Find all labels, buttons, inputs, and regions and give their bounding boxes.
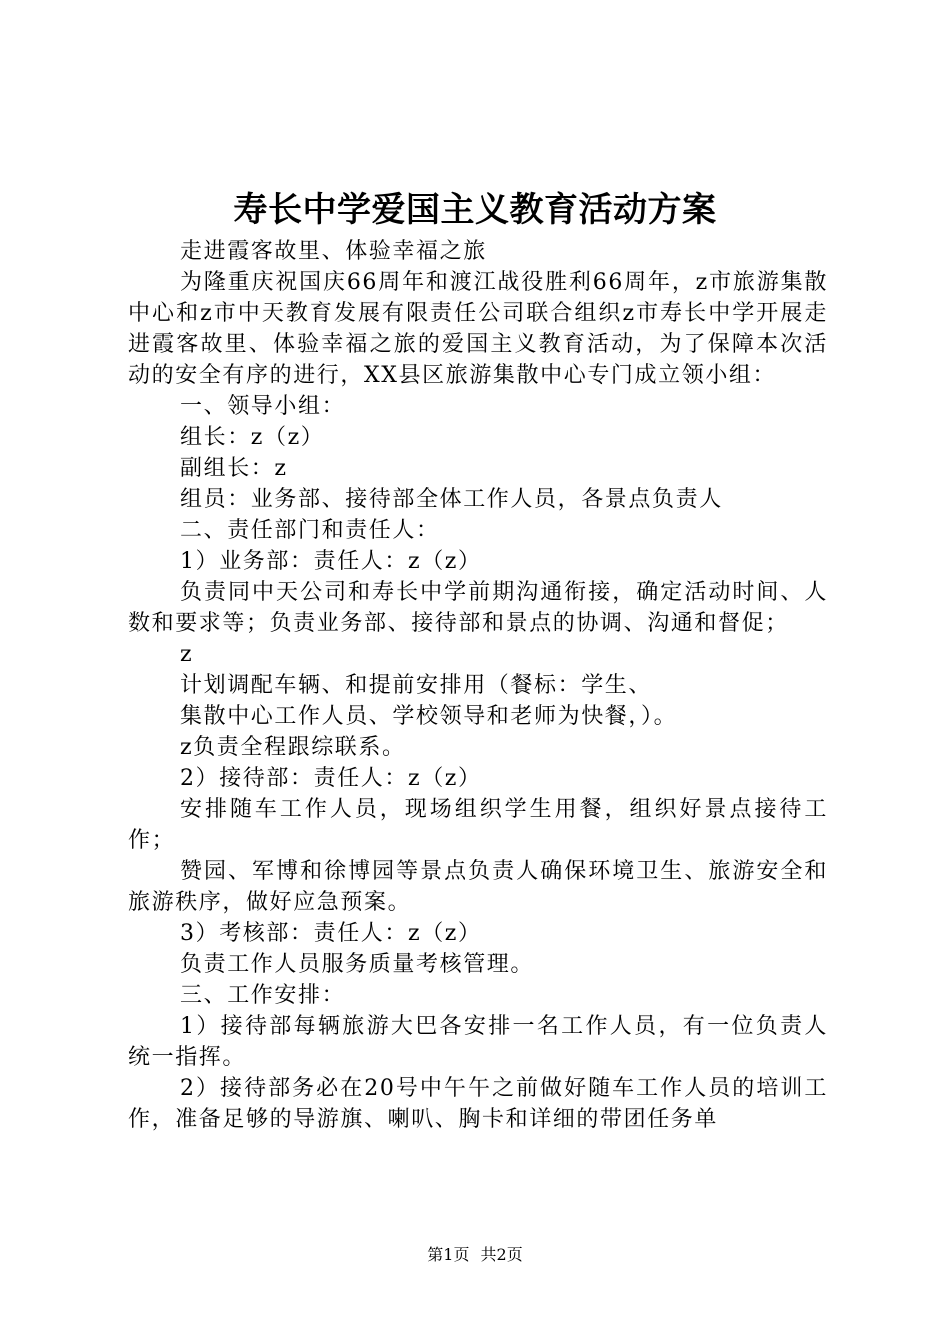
document-title: 寿长中学爱国主义教育活动方案 (233, 190, 717, 230)
section-heading: 三、工作安排： (180, 983, 346, 1008)
paragraph: z (180, 642, 194, 667)
section-heading: 二、责任部门和责任人： (180, 518, 440, 543)
paragraph: 1）接待部每辆旅游大巴各安排一名工作人员，有一位负责人统一指挥。 (128, 1014, 828, 1070)
document-body (128, 236, 828, 1135)
paragraph: 1）业务部：责任人：z（z） (180, 549, 482, 574)
paragraph: 副组长：z (180, 456, 288, 481)
paragraph: 赞园、军博和徐博园等景点负责人确保环境卫生、旅游安全和旅游秩序，做好应急预案。 (128, 859, 828, 915)
paragraph: 2）接待部：责任人：z（z） (180, 766, 482, 791)
paragraph: 2）接待部务必在20号中午午之前做好随车工作人员的培训工作，准备足够的导游旗、喇叭、胸卡和详细的带团任务单 (128, 1076, 828, 1132)
paragraph: 负责工作人员服务质量考核管理。 (180, 952, 535, 977)
page-number: 第1页 (427, 1245, 470, 1264)
paragraph: 负责同中天公司和寿长中学前期沟通衔接，确定活动时间、人数和要求等；负责业务部、接待部和景点的协调、沟通和督促； (128, 580, 828, 636)
section-heading: 一、领导小组： (180, 394, 346, 419)
paragraph: 安排随车工作人员，现场组织学生用餐，组织好景点接待工作； (128, 797, 828, 853)
paragraph: 为隆重庆祝国庆66周年和渡江战役胜利66周年，z市旅游集散中心和z市中天教育发展有限责任公司联合组织z市寿长中学开展走进霞客故里、体验幸福之旅的爱国主义教育活动，为了保障本次活动的安全有序的进行，XX县区旅游集散中心专门成立领小组： (128, 270, 828, 388)
paragraph: 组长：z（z） (180, 425, 325, 450)
paragraph: 3）考核部：责任人：z（z） (180, 921, 482, 946)
paragraph: 走进霞客故里、体验幸福之旅 (180, 239, 487, 264)
paragraph: 集散中心工作人员、学校领导和老师为快餐，）。 (180, 704, 678, 729)
paragraph: z负责全程跟综联系。 (180, 735, 406, 760)
paragraph: 组员：业务部、接待部全体工作人员，各景点负责人 (180, 487, 723, 512)
page-footer (0, 1244, 950, 1266)
page-total: 共2页 (480, 1245, 523, 1264)
paragraph: 计划调配车辆、和提前安排用（餐标：学生、 (180, 673, 653, 698)
